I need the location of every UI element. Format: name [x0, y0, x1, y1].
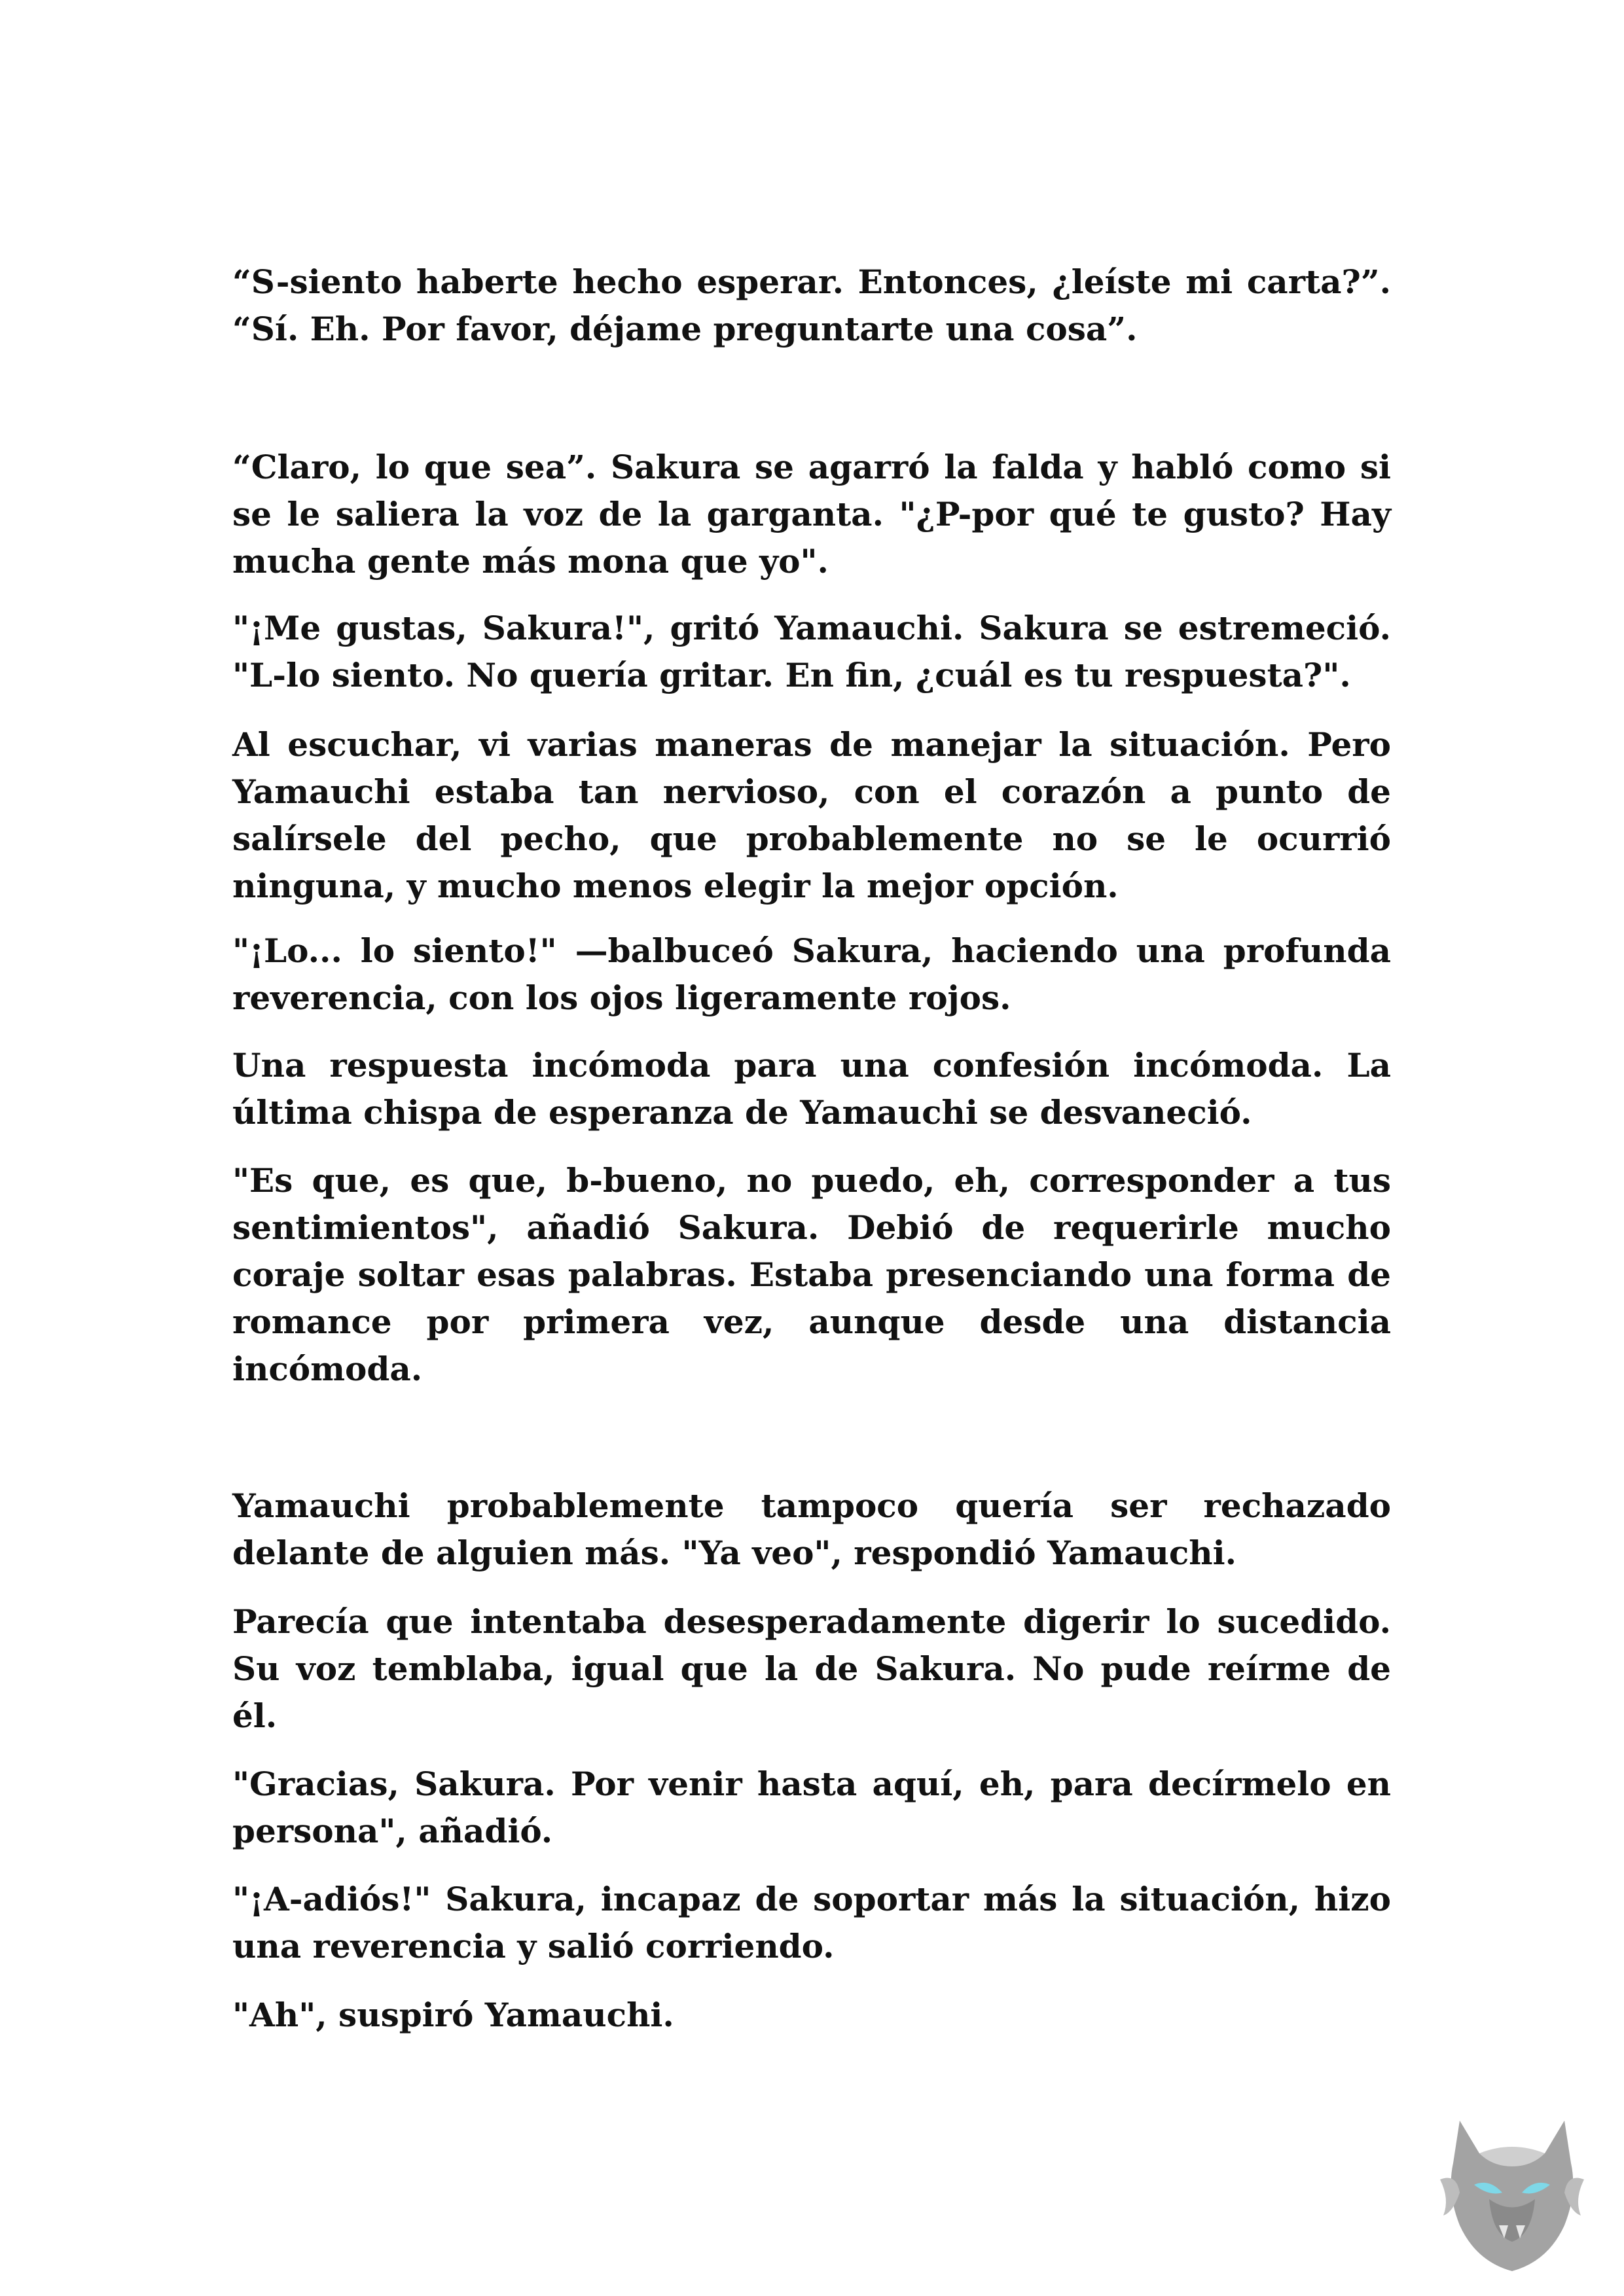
paragraph-3: "¡Me gustas, Sakura!", gritó Yamauchi. Sakura se estremeció. "L-lo siento. No quería gritar. En fin, ¿cuál es tu respuesta?". — [232, 609, 1391, 694]
paragraph-6: Una respuesta incómoda para una confesión incómoda. La última chispa de esperanza de Yamauchi se desvaneció. — [232, 1046, 1391, 1132]
paragraph-11: "¡A-adiós!" Sakura, incapaz de soportar más la situación, hizo una reverencia y salió corriendo. — [232, 1880, 1391, 1965]
paragraph-12: "Ah", suspiró Yamauchi. — [232, 1996, 674, 2034]
paragraph-7: "Es que, es que, b-bueno, no puedo, eh, corresponder a tus sentimientos", añadió Sakura. Debió de requerirle mucho coraje soltar esas palabras. Estaba presenciando una forma de romance por primera vez, aunque desde una distancia incómoda. — [232, 1161, 1391, 1388]
mascot-body — [1440, 2121, 1584, 2271]
paragraph-2: “Claro, lo que sea”. Sakura se agarró la falda y habló como si se le saliera la voz de la garganta. "¿P-por qué te gusto? Hay mucha gente más mona que yo". — [232, 448, 1391, 581]
paragraph-8: Yamauchi probablemente tampoco quería ser rechazado delante de alguien más. "Ya veo", respondió Yamauchi. — [232, 1486, 1391, 1572]
paragraph-4: Al escuchar, vi varias maneras de manejar la situación. Pero Yamauchi estaba tan nervioso, con el corazón a punto de salírsele del pecho, que probablemente no se le ocurrió ninguna, y mucho menos elegir la mejor opción. — [232, 725, 1391, 905]
paragraph-9: Parecía que intentaba desesperadamente digerir lo sucedido. Su voz temblaba, igual que la de Sakura. No pude reírme de él. — [232, 1602, 1391, 1735]
paragraph-10: "Gracias, Sakura. Por venir hasta aquí, eh, para decírmelo en persona", añadió. — [232, 1765, 1391, 1850]
paragraph-5: "¡Lo... lo siento!" —balbuceó Sakura, haciendo una profunda reverencia, con los ojos ligeramente rojos. — [232, 931, 1391, 1017]
demon-mascot-icon — [1434, 2101, 1591, 2278]
paragraph-1: “S-siento haberte hecho esperar. Entonces, ¿leíste mi carta?”. “Sí. Eh. Por favor, déjame preguntarte una cosa”. — [232, 262, 1391, 348]
